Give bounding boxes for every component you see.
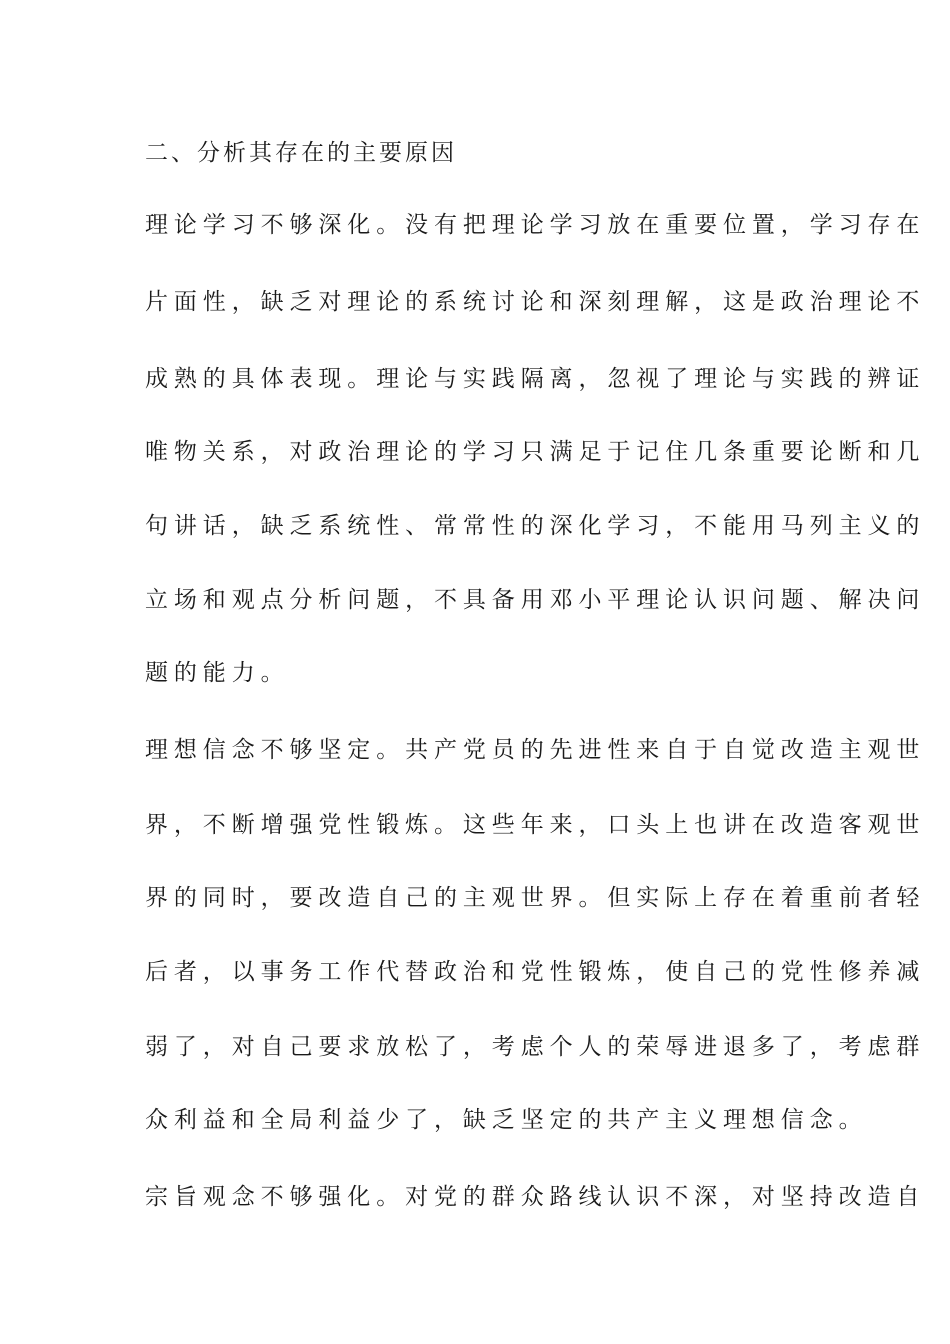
paragraph-line: 众利益和全局利益少了，缺乏坚定的共产主义理想信念。 bbox=[145, 1107, 868, 1133]
paragraph-line: 题的能力。 bbox=[145, 660, 290, 686]
section-heading: 二、分析其存在的主要原因 bbox=[145, 140, 457, 166]
paragraph-line: 后者，以事务工作代替政治和党性锻炼，使自己的党性修养减 bbox=[145, 959, 926, 985]
paragraph-line: 唯物关系，对政治理论的学习只满足于记住几条重要论断和几 bbox=[145, 439, 926, 465]
paragraph-line: 片面性，缺乏对理论的系统讨论和深刻理解，这是政治理论不 bbox=[145, 289, 926, 315]
paragraph-line: 成熟的具体表现。理论与实践隔离，忽视了理论与实践的辨证 bbox=[145, 366, 926, 392]
paragraph-line: 弱了，对自己要求放松了，考虑个人的荣辱进退多了，考虑群 bbox=[145, 1034, 926, 1060]
paragraph-line: 界的同时，要改造自己的主观世界。但实际上存在着重前者轻 bbox=[145, 885, 926, 911]
paragraph-line: 界，不断增强党性锻炼。这些年来，口头上也讲在改造客观世 bbox=[145, 812, 926, 838]
paragraph-line: 句讲话，缺乏系统性、常常性的深化学习，不能用马列主义的 bbox=[145, 513, 926, 539]
paragraph-line: 宗旨观念不够强化。对党的群众路线认识不深，对坚持改造自 bbox=[145, 1184, 926, 1210]
paragraph-line: 理想信念不够坚定。共产党员的先进性来自于自觉改造主观世 bbox=[145, 737, 926, 763]
paragraph-line: 理论学习不够深化。没有把理论学习放在重要位置，学习存在 bbox=[145, 212, 926, 238]
paragraph-line: 立场和观点分析问题，不具备用邓小平理论认识问题、解决问 bbox=[145, 587, 926, 613]
